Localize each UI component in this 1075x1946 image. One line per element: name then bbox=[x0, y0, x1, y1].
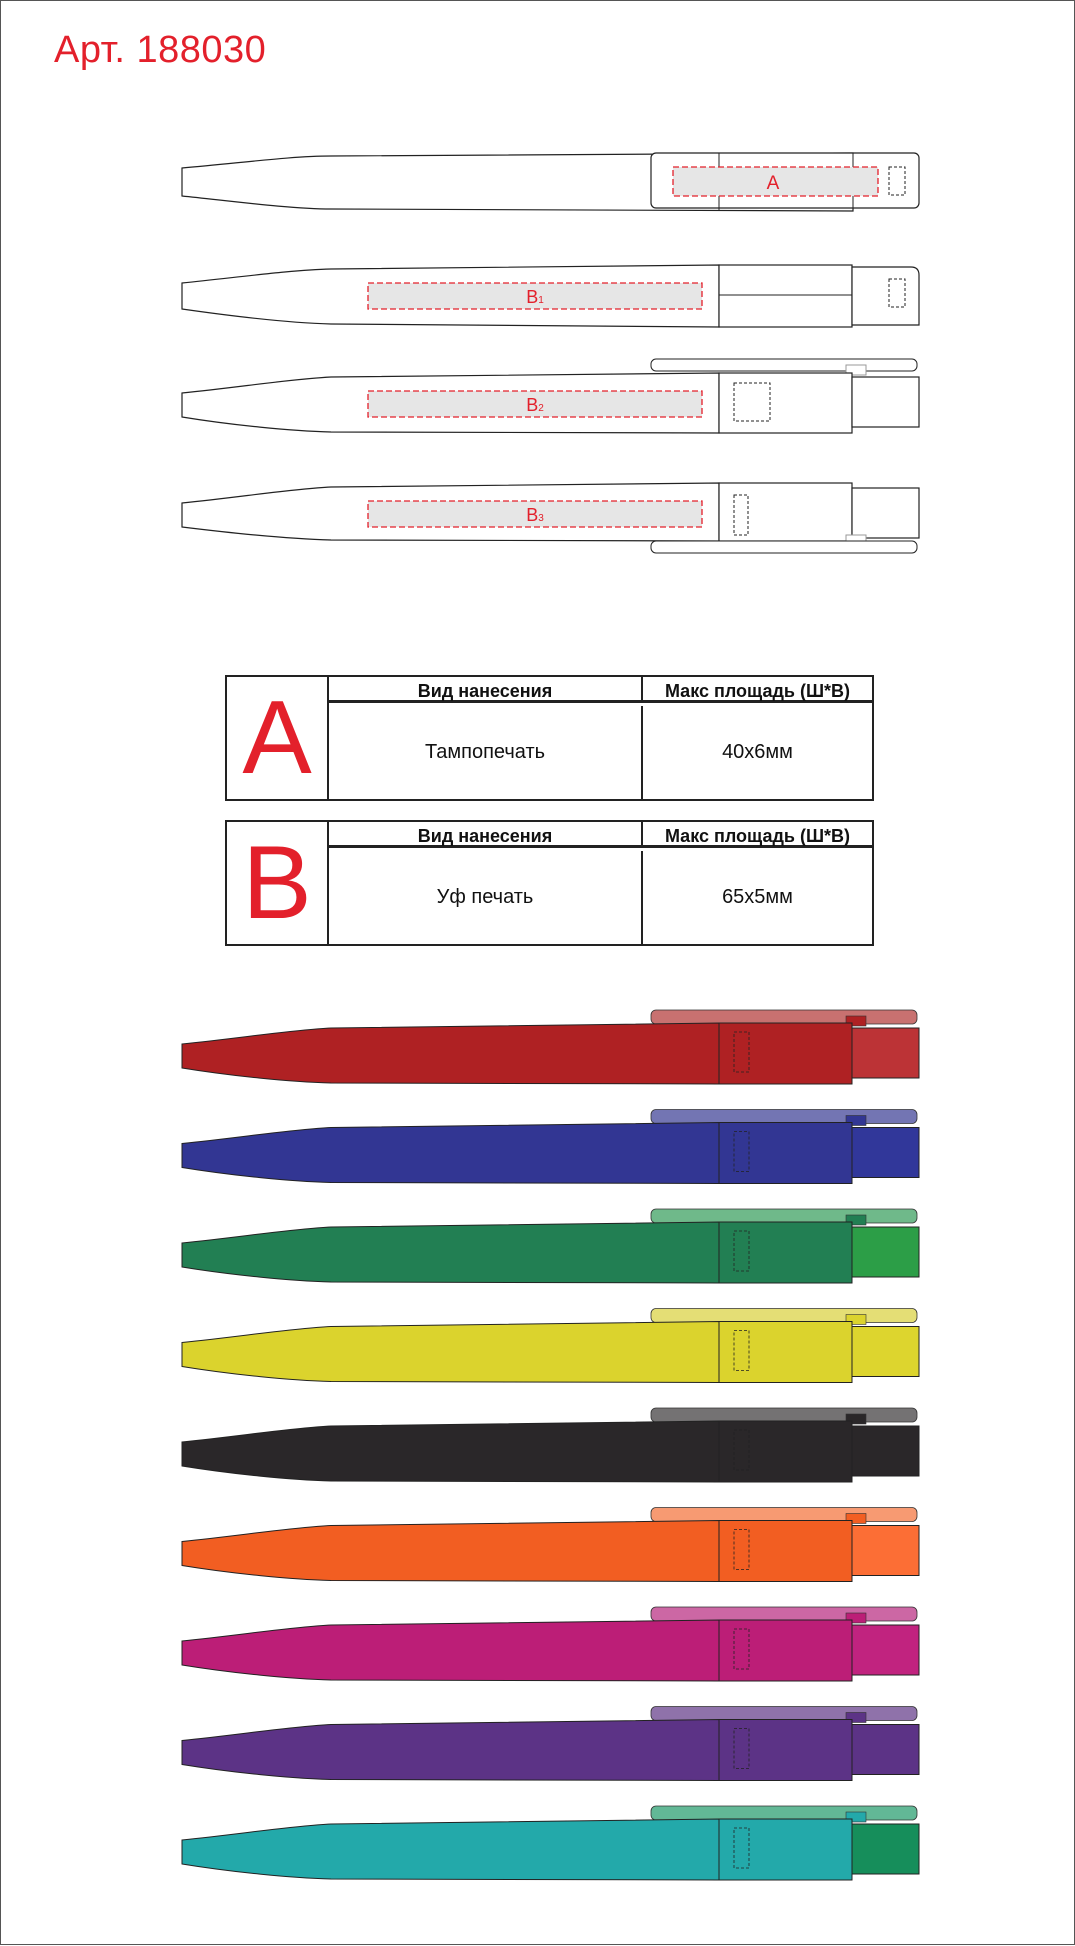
pen-drawing-b1 bbox=[182, 265, 919, 327]
pen-button bbox=[852, 1625, 919, 1675]
pen-variant bbox=[182, 1010, 919, 1084]
pen-variant bbox=[182, 1707, 919, 1781]
table-a-area: 40х6мм bbox=[722, 741, 793, 763]
pen-drawing-b3 bbox=[182, 483, 919, 553]
pen-variant bbox=[182, 1806, 919, 1880]
pen-variant bbox=[182, 1110, 919, 1184]
pen-clip bbox=[651, 1309, 917, 1323]
pen-barrel-end bbox=[719, 1023, 852, 1084]
table-b-method: Уф печать bbox=[329, 851, 643, 944]
pen-body bbox=[182, 1521, 719, 1582]
table-a-area-header: Макс площадь (Ш*В) bbox=[643, 677, 872, 703]
pen-barrel-end bbox=[719, 1222, 852, 1283]
pen-clip bbox=[651, 1508, 917, 1522]
pen-button bbox=[852, 1128, 919, 1178]
print-zone-a-label: A bbox=[766, 173, 780, 194]
pen-clip bbox=[651, 1209, 917, 1223]
print-zone-b1-label: B1 bbox=[526, 287, 544, 307]
pen-body bbox=[182, 1023, 719, 1084]
print-zone-b3-label: B3 bbox=[526, 505, 544, 525]
pen-color-variants bbox=[1, 996, 1075, 1946]
pen-barrel-end bbox=[719, 1620, 852, 1681]
pen-clip bbox=[651, 1010, 917, 1024]
table-b-letter: B bbox=[227, 822, 329, 944]
pen-button bbox=[852, 1824, 919, 1874]
pen-barrel-end bbox=[719, 1720, 852, 1781]
table-b-area: 65х5мм bbox=[722, 886, 793, 908]
pen-barrel-end bbox=[719, 1819, 852, 1880]
pen-barrel-end bbox=[719, 1421, 852, 1482]
table-a-method-header: Вид нанесения bbox=[329, 677, 643, 703]
pen-body bbox=[182, 1720, 719, 1781]
pen-clip bbox=[651, 1110, 917, 1124]
pen-body bbox=[182, 1819, 719, 1880]
pen-clip bbox=[651, 1806, 917, 1820]
table-a-method: Тампопечать bbox=[329, 706, 643, 799]
pen-button bbox=[852, 1725, 919, 1775]
pen-button bbox=[852, 1028, 919, 1078]
pen-button bbox=[852, 1227, 919, 1277]
print-method-table-a bbox=[225, 675, 874, 801]
table-b-method-header: Вид нанесения bbox=[329, 822, 643, 848]
pen-barrel-end bbox=[719, 1521, 852, 1582]
pen-clip bbox=[651, 1408, 917, 1422]
print-method-table-b bbox=[225, 820, 874, 946]
pen-drawing-front bbox=[182, 153, 919, 211]
pen-button bbox=[852, 1526, 919, 1576]
pen-body bbox=[182, 1620, 719, 1681]
pen-variant bbox=[182, 1309, 919, 1383]
pen-body bbox=[182, 1222, 719, 1283]
pen-drawings bbox=[1, 1, 1075, 581]
pen-button bbox=[852, 1426, 919, 1476]
pen-variant bbox=[182, 1408, 919, 1482]
pen-clip bbox=[651, 1607, 917, 1621]
pen-variant bbox=[182, 1607, 919, 1681]
pen-variant bbox=[182, 1508, 919, 1582]
print-zone-b2-label: B2 bbox=[526, 395, 544, 415]
pen-barrel-end bbox=[719, 1322, 852, 1383]
pen-body bbox=[182, 1322, 719, 1383]
pen-body bbox=[182, 1123, 719, 1184]
pen-clip bbox=[651, 1707, 917, 1721]
pen-body bbox=[182, 1421, 719, 1482]
article-title: Арт. 188030 bbox=[54, 29, 267, 71]
pen-variant bbox=[182, 1209, 919, 1283]
table-a-letter: A bbox=[227, 677, 329, 799]
pen-barrel-end bbox=[719, 1123, 852, 1184]
pen-button bbox=[852, 1327, 919, 1377]
table-b-area-header: Макс площадь (Ш*В) bbox=[643, 822, 872, 848]
pen-drawing-b2 bbox=[182, 359, 919, 433]
